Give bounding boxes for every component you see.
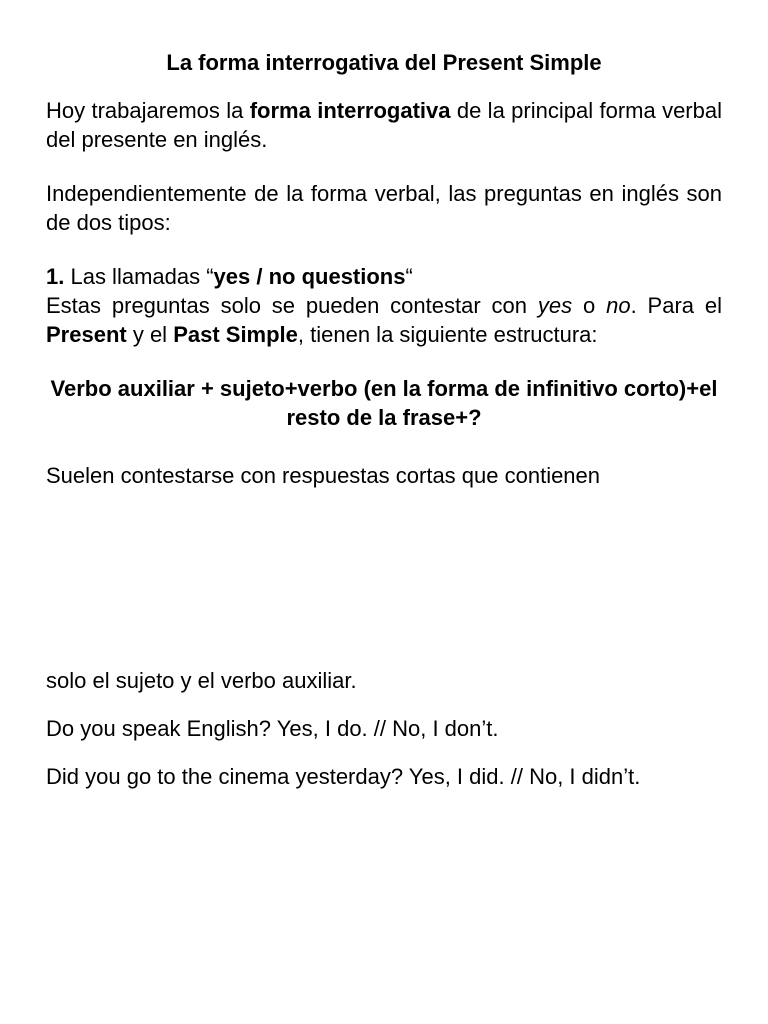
structure-no: no [606,293,631,318]
list-item-bold-term: yes / no questions [213,264,406,289]
types-paragraph: Independientemente de la forma verbal, las preguntas en inglés son de dos tipos: [46,181,722,235]
intro-text-a: Hoy trabajaremos la [46,98,250,123]
structure-y: y el [126,322,174,347]
example-1: Do you speak English? Yes, I do. // No, I don’t. [46,716,499,741]
structure-o: o [572,293,607,318]
structure-past: Past Simple [173,322,298,347]
intro-text-c: de la principal forma verbal del presente en inglés. [46,98,722,152]
structure-text-a: Estas preguntas solo se pueden contestar con [46,293,538,318]
structure-formula: Verbo auxiliar + sujeto+verbo (en la forma de infinitivo corto)+el resto de la frase+? [50,376,718,430]
blank-space [46,490,722,666]
structure-yes: yes [537,293,573,318]
example-2: Did you go to the cinema yesterday? Yes, I did. // No, I didn’t. [46,764,641,789]
page-title: La forma interrogativa del Present Simple [166,50,602,75]
list-item-1 [46,262,722,291]
structure-end2: , tienen la siguiente estructura: [297,322,598,347]
structure-paragraph [46,291,722,349]
intro-bold-term: forma interrogativa [249,98,451,123]
intro-paragraph [46,96,722,154]
list-item-number: 1. [46,264,65,289]
structure-end1: . Para el [630,293,722,318]
answers-paragraph-continued: solo el sujeto y el verbo auxiliar. [46,668,357,693]
structure-present: Present [46,322,127,347]
list-item-text-a: Las llamadas “ [64,264,214,289]
document-page [46,48,722,791]
answers-paragraph: Suelen contestarse con respuestas cortas que contienen [46,463,601,488]
list-item-text-c: “ [405,264,413,289]
